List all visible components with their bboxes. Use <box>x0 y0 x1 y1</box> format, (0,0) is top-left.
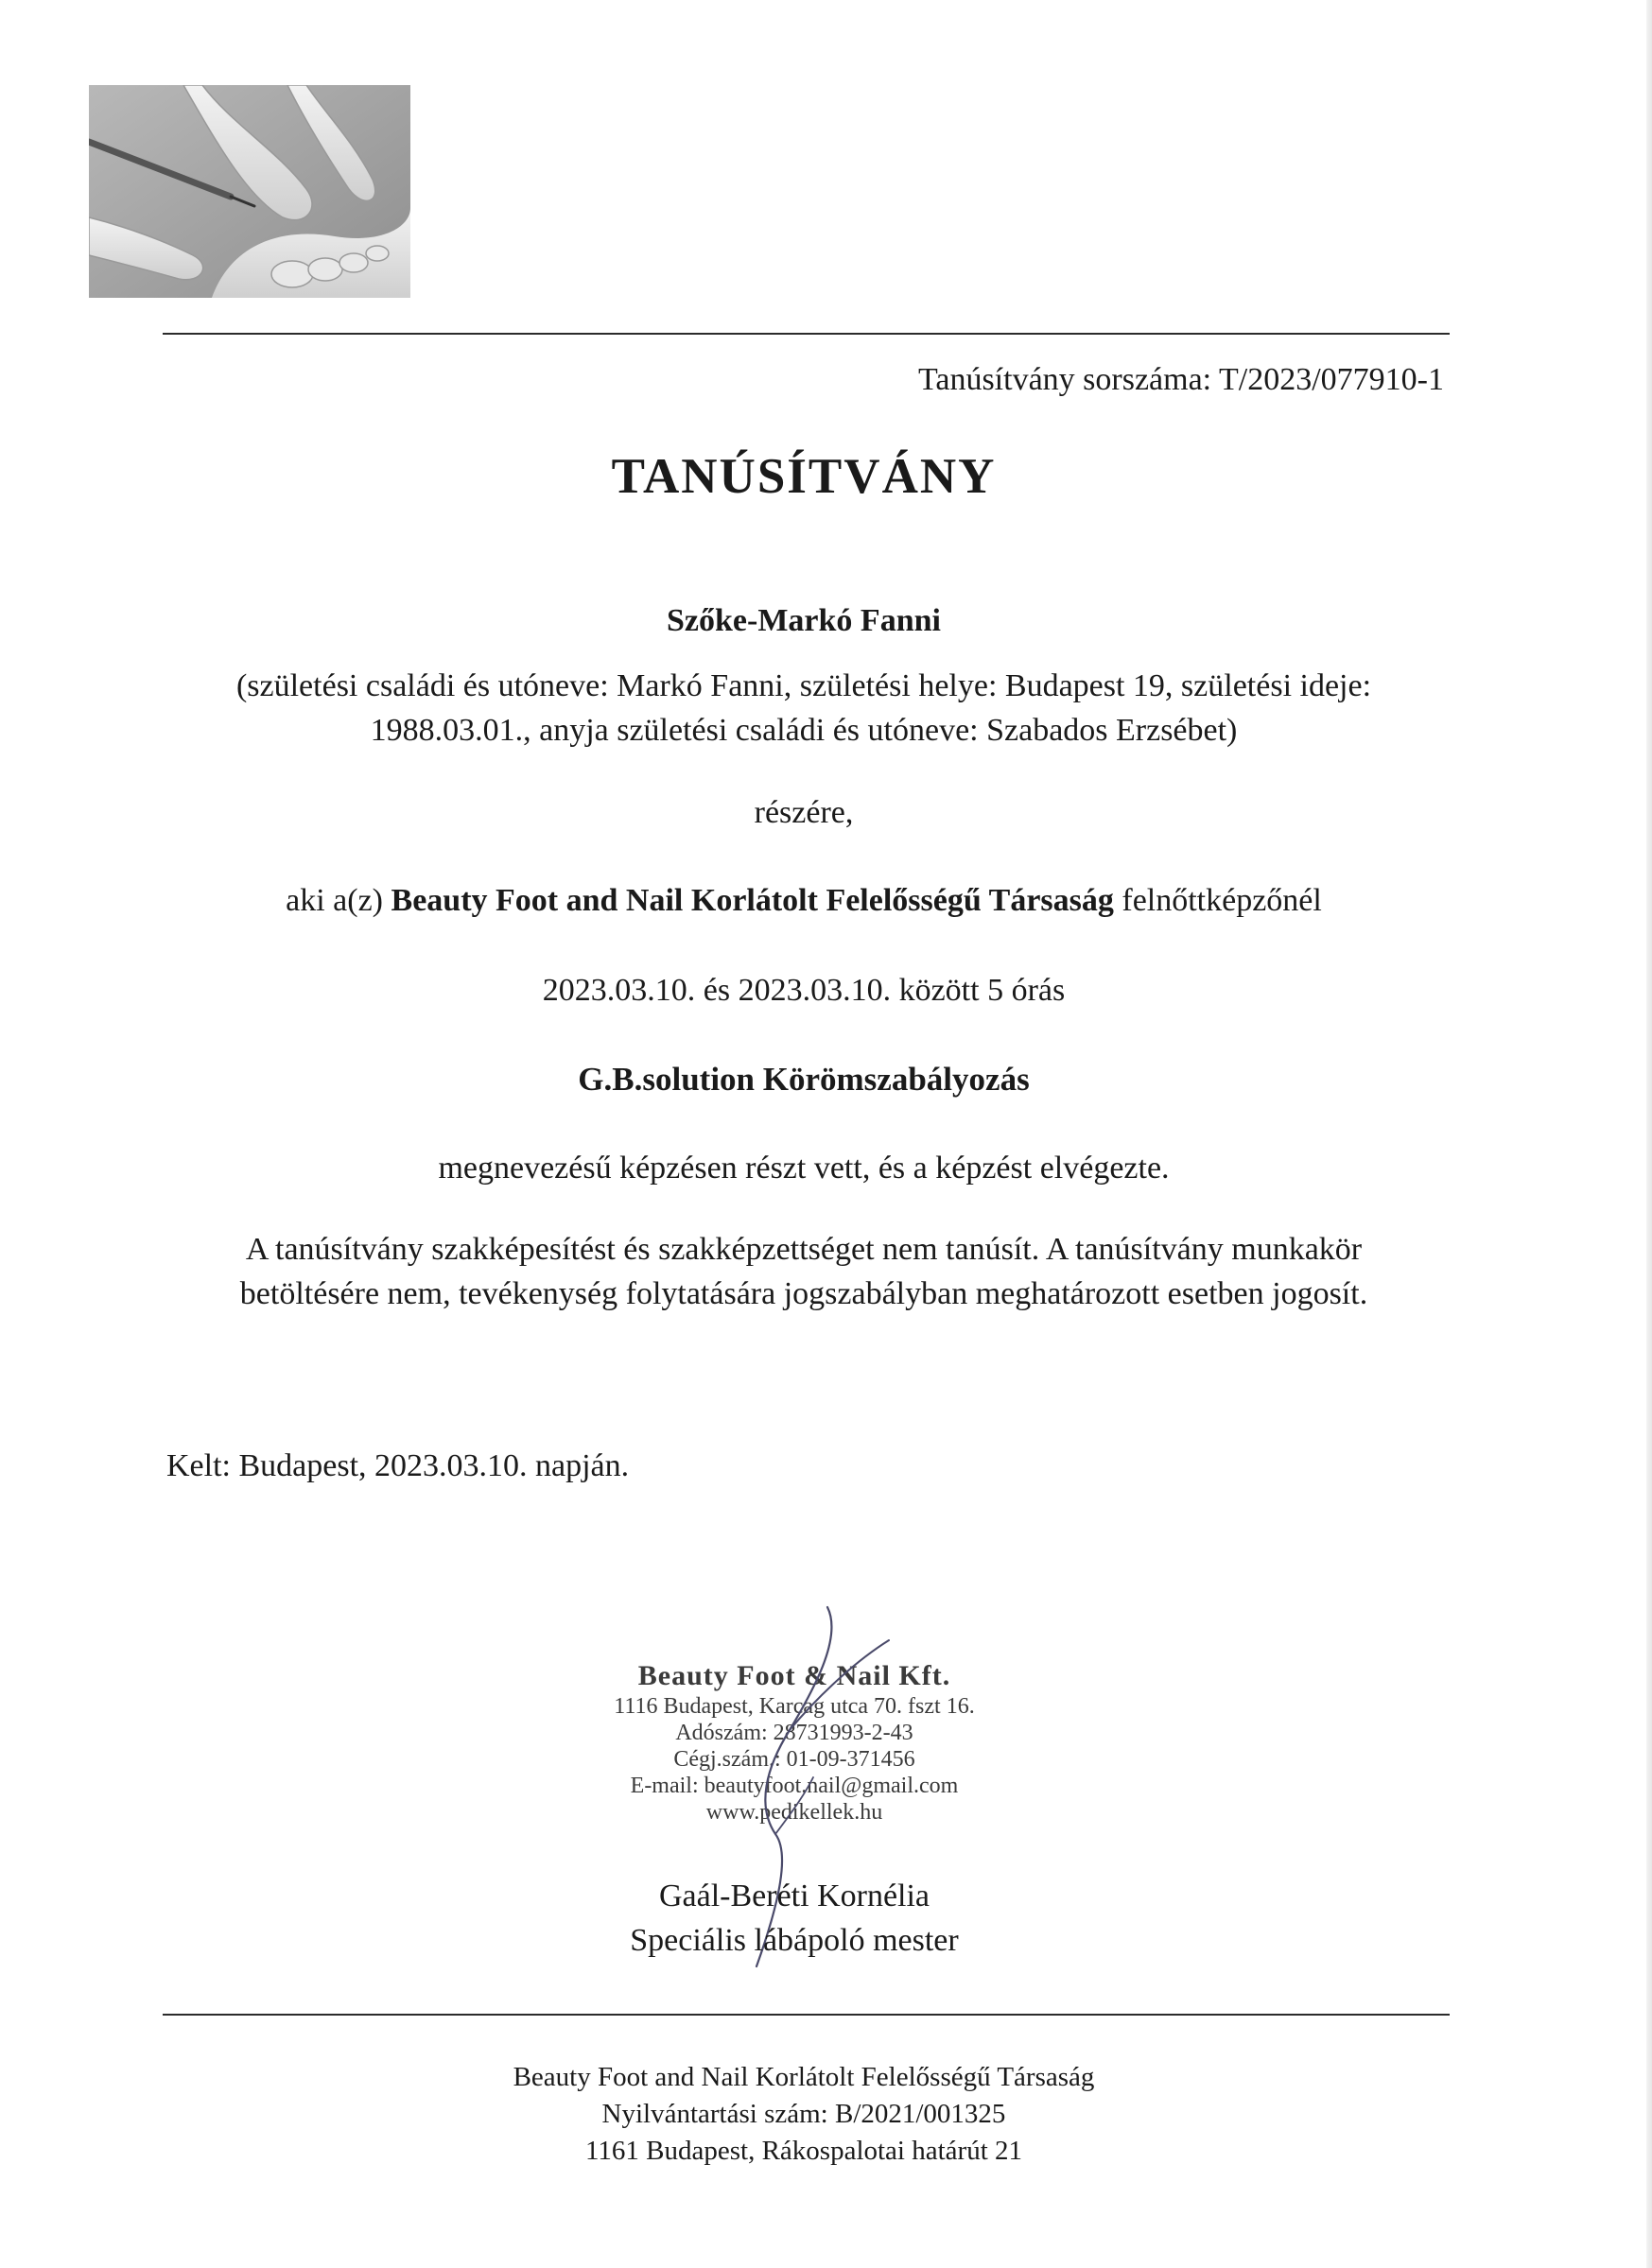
recipient-birth-details <box>142 664 1466 753</box>
stamp-company-name: Beauty Foot & Nail Kft. <box>637 1660 951 1691</box>
training-provider: Beauty Foot and Nail Korlátolt Felelősségű Társaság <box>391 883 1114 918</box>
completion-statement: megnevezésű képzésen részt vett, és a képzést elvégezte. <box>438 1151 1170 1186</box>
pedicure-illustration <box>89 85 410 298</box>
stamp-email: E-mail: beautyfoot.nail@gmail.com <box>630 1774 959 1798</box>
issue-place-date: Kelt: Budapest, 2023.03.10. napján. <box>166 1448 630 1483</box>
page-edge <box>1646 0 1652 2268</box>
course-name: G.B.solution Körömszabályozás <box>578 1061 1030 1098</box>
footer-company: Beauty Foot and Nail Korlátolt Felelősségű Társaság <box>513 2062 1095 2092</box>
footer-registration: Nyilvántartási szám: B/2021/001325 <box>601 2099 1006 2129</box>
disclaimer-line-2: betöltésére nem, tevékenység folytatására jogszabályban meghatározott esetben jogosít. <box>239 1276 1368 1311</box>
training-dates: 2023.03.10. és 2023.03.10. között 5 órás <box>542 973 1066 1008</box>
footer-divider <box>163 2014 1450 2016</box>
document-title: TANÚSÍTVÁNY <box>611 449 997 504</box>
disclaimer-line-1: A tanúsítvány szakképesítést és szakképzettséget nem tanúsít. A tanúsítvány munkakör <box>245 1232 1363 1267</box>
training-prefix: aki a(z) <box>286 883 384 918</box>
footer-address: 1161 Budapest, Rákospalotai határút 21 <box>584 2136 1023 2166</box>
header-divider <box>163 333 1450 335</box>
stamp-tax-number: Adószám: 28731993-2-43 <box>675 1721 913 1745</box>
stamp-address: 1116 Budapest, Karcag utca 70. fszt 16. <box>614 1694 975 1719</box>
legal-disclaimer <box>142 1227 1466 1316</box>
birth-details-line-1: (születési családi és utóneve: Markó Fanni, születési helye: Budapest 19, születési ideje: <box>235 668 1372 703</box>
recipient-name: Szőke-Markó Fanni <box>667 603 941 638</box>
recipient-for: részére, <box>754 795 854 830</box>
training-provider-line <box>142 878 1466 923</box>
training-suffix: felnőttképzőnél <box>1122 883 1322 918</box>
pedicure-photo <box>89 85 410 298</box>
stamp-website: www.pedikellek.hu <box>705 1800 883 1825</box>
birth-details-line-2: 1988.03.01., anyja születési családi és utóneve: Szabados Erzsébet) <box>370 713 1238 748</box>
signer-name: Gaál-Beréti Kornélia <box>658 1878 930 1913</box>
certificate-serial: Tanúsítvány sorszáma: T/2023/077910-1 <box>917 362 1444 397</box>
signer-title: Speciális lábápoló mester <box>630 1923 959 1958</box>
stamp-company-registration: Cégj.szám.: 01-09-371456 <box>673 1747 915 1772</box>
